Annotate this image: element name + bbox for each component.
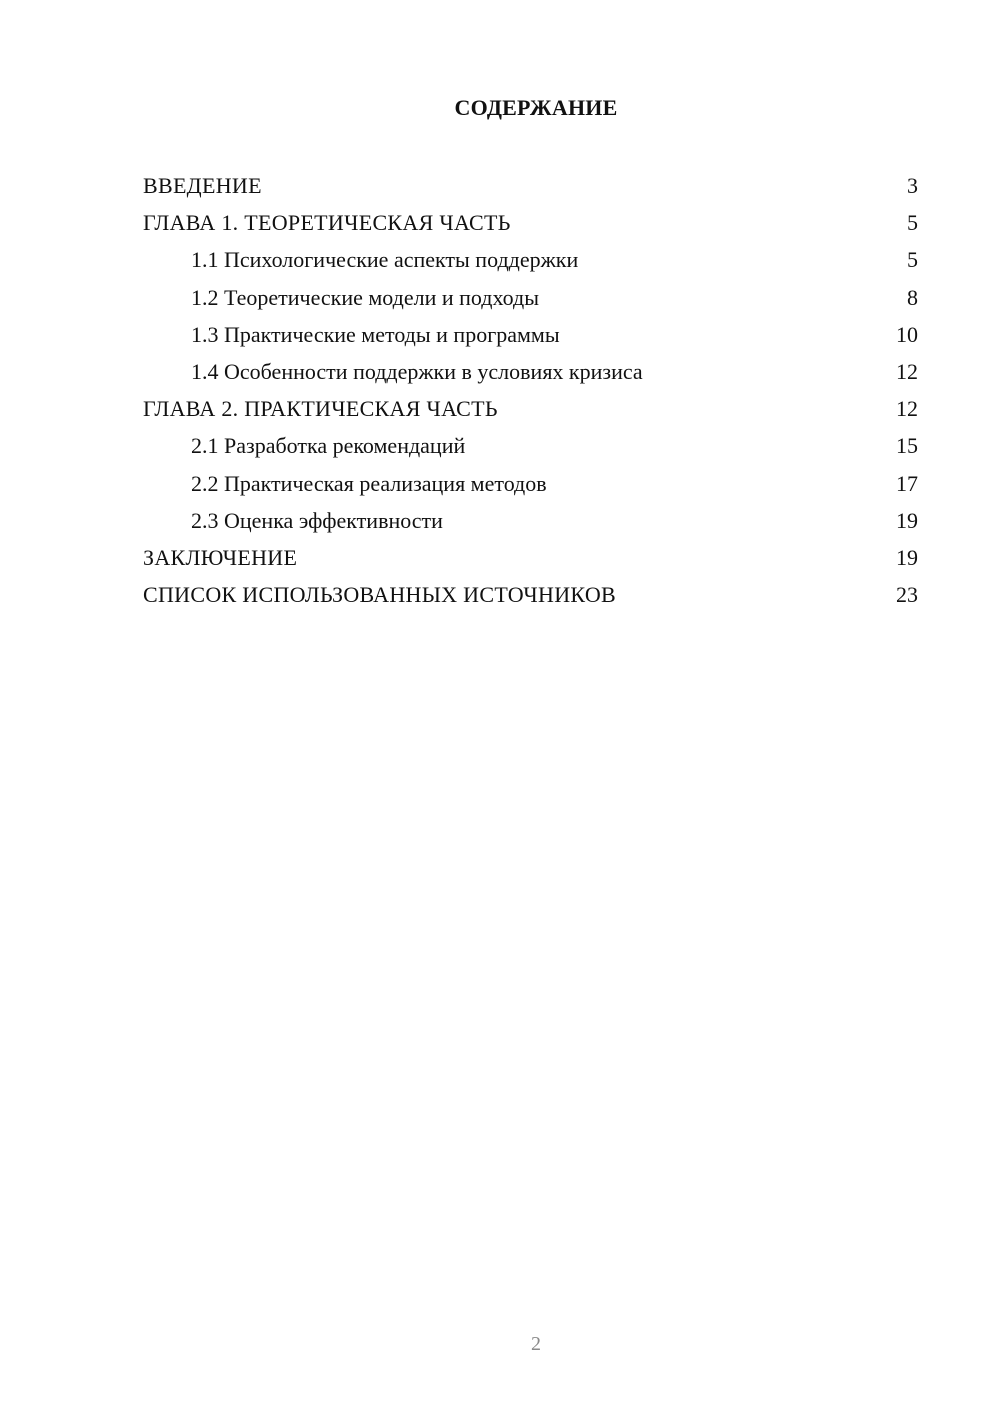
toc-entry-chapter-2[interactable]: [143, 390, 918, 427]
toc-title: СОДЕРЖАНИЕ: [454, 95, 618, 120]
toc-entry-page: 19: [896, 544, 918, 570]
toc-entry-page: 5: [907, 210, 918, 236]
toc-entry-label: ГЛАВА 1. ТЕОРЕТИЧЕСКАЯ ЧАСТЬ: [143, 210, 511, 236]
toc-entry-section-2-3[interactable]: [143, 502, 918, 539]
toc-entry-label: 2.1 Разработка рекомендаций: [191, 433, 466, 459]
toc-entry-label: 1.3 Практические методы и программы: [191, 321, 560, 347]
toc-entry-label: ГЛАВА 2. ПРАКТИЧЕСКАЯ ЧАСТЬ: [143, 396, 498, 422]
toc-entry-section-2-2[interactable]: [143, 465, 918, 502]
toc-entry-section-1-4[interactable]: [143, 353, 918, 390]
toc-entry-chapter-1[interactable]: [143, 204, 918, 241]
table-of-contents: [143, 167, 918, 613]
toc-entry-label: 1.2 Теоретические модели и подходы: [191, 284, 539, 310]
toc-entry-page: 17: [896, 470, 918, 496]
toc-entry-label: 1.4 Особенности поддержки в условиях кризиса: [191, 358, 643, 384]
toc-entry-section-2-1[interactable]: [143, 427, 918, 464]
toc-entry-label: 2.3 Оценка эффективности: [191, 507, 443, 533]
toc-entry-page: 23: [896, 582, 918, 608]
toc-entry-page: 12: [896, 396, 918, 422]
toc-entry-page: 5: [907, 247, 918, 273]
toc-entry-page: 15: [896, 433, 918, 459]
toc-entry-page: 3: [907, 173, 918, 198]
toc-entry-section-1-3[interactable]: [143, 316, 918, 353]
toc-entry-conclusion[interactable]: [143, 539, 918, 576]
toc-entry-label: СПИСОК ИСПОЛЬЗОВАННЫХ ИСТОЧНИКОВ: [143, 582, 616, 608]
toc-entry-section-1-2[interactable]: [143, 279, 918, 316]
toc-entry-introduction[interactable]: [143, 167, 918, 204]
toc-entry-page: 19: [896, 507, 918, 533]
toc-entry-label: ЗАКЛЮЧЕНИЕ: [143, 544, 298, 570]
toc-entry-page: 8: [907, 284, 918, 310]
toc-entry-page: 12: [896, 358, 918, 384]
toc-entry-page: 10: [896, 321, 918, 347]
page-number: 2: [531, 1333, 541, 1355]
toc-entry-label: ВВЕДЕНИЕ: [143, 173, 262, 198]
toc-entry-label: 2.2 Практическая реализация методов: [191, 470, 547, 496]
toc-entry-references[interactable]: [143, 576, 918, 613]
toc-entry-label: 1.1 Психологические аспекты поддержки: [191, 247, 579, 273]
toc-entry-section-1-1[interactable]: [143, 241, 918, 278]
